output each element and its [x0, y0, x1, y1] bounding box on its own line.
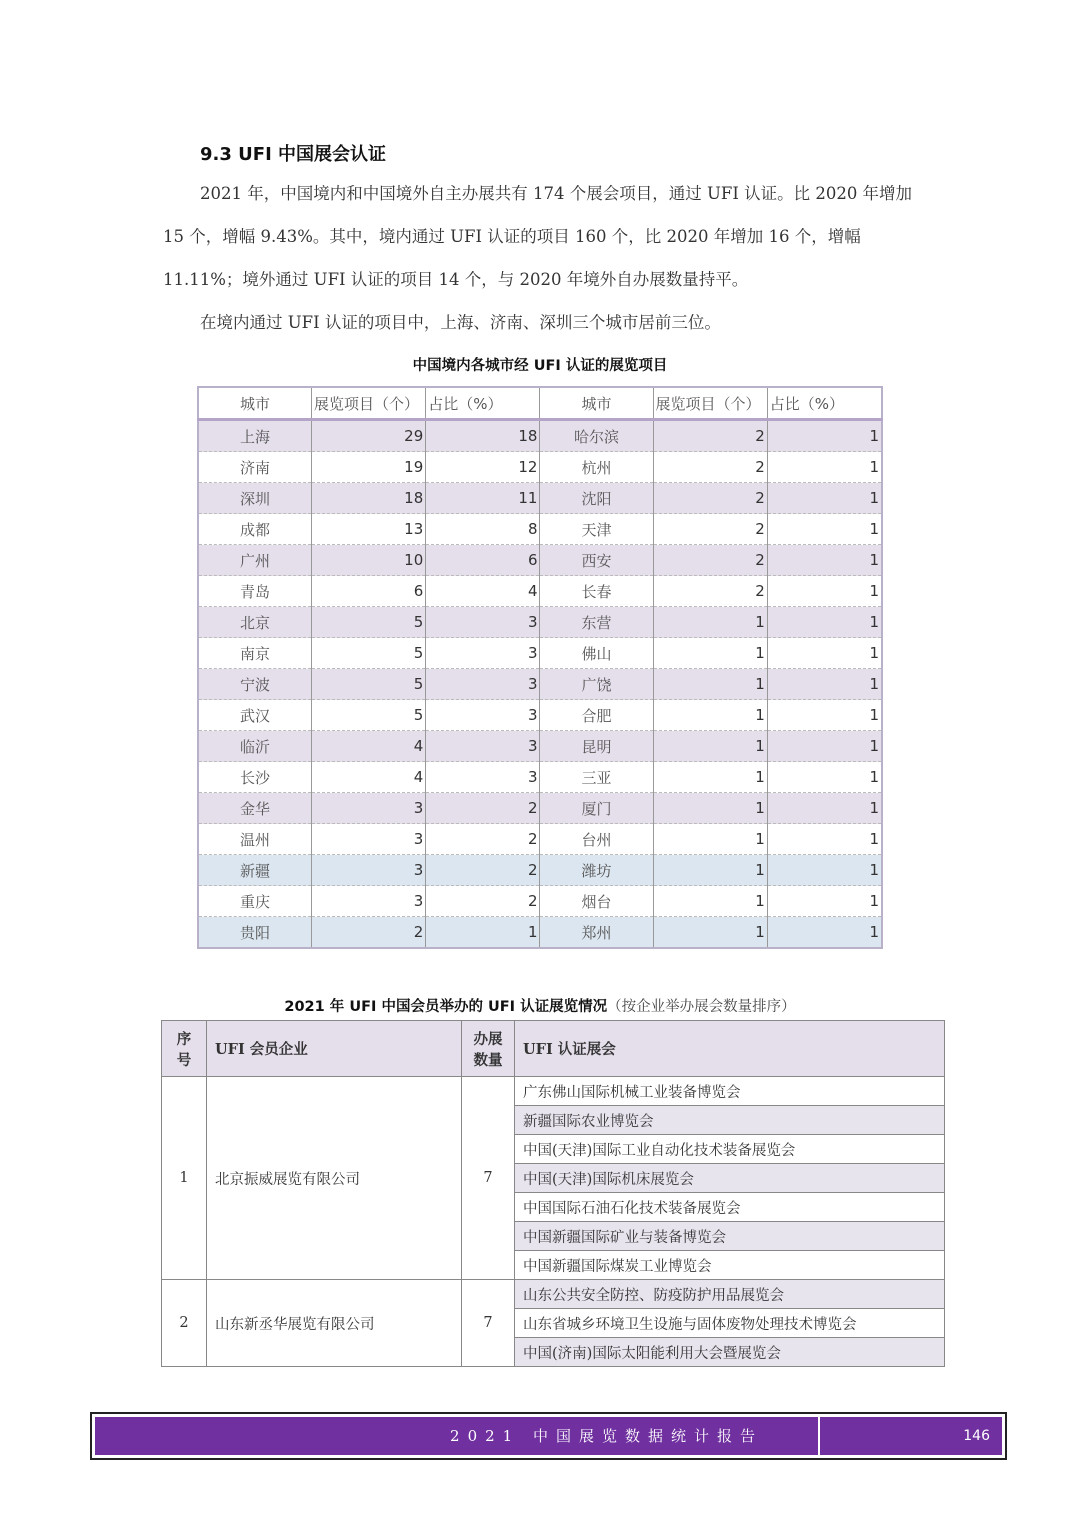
table-row [198, 545, 882, 576]
section-heading: 9.3 UFI 中国展会认证 [200, 144, 387, 165]
table-cell: 天津 [540, 514, 653, 545]
table-cell: 18 [426, 420, 540, 452]
table-cell: 1 [653, 762, 767, 793]
table-cell: 山东新丞华展览有限公司 [207, 1280, 462, 1367]
table-cell: 1 [653, 886, 767, 917]
table-row [198, 452, 882, 483]
table-cell: 佛山 [540, 638, 653, 669]
table-cell: 序号 [162, 1021, 207, 1077]
table-cell: 济南 [198, 452, 312, 483]
table-cell: 2 [653, 420, 767, 452]
table-cell: 3 [426, 762, 540, 793]
page-number: 146 [963, 1428, 990, 1444]
table-cell: 武汉 [198, 700, 312, 731]
table-cell: 2 [312, 917, 426, 949]
table2-caption-title: 2021 年 UFI 中国会员举办的 UFI 认证展览情况 [284, 999, 608, 1015]
table-row [198, 917, 882, 949]
table-cell: 潍坊 [540, 855, 653, 886]
table-cell: 临沂 [198, 731, 312, 762]
table-cell: 山东公共安全防控、防疫防护用品展览会 [515, 1280, 945, 1309]
table-cell: 城市 [540, 387, 653, 420]
table-cell: 长沙 [198, 762, 312, 793]
table-cell: 3 [312, 855, 426, 886]
table-cell: 台州 [540, 824, 653, 855]
table-cell: 1 [767, 669, 882, 700]
table-cell: 10 [312, 545, 426, 576]
table-cell: 7 [462, 1077, 515, 1280]
table-cell: 厦门 [540, 793, 653, 824]
table-cell: 3 [312, 824, 426, 855]
table-cell: 深圳 [198, 483, 312, 514]
table-cell: 城市 [198, 387, 312, 420]
table-cell: 1 [162, 1077, 207, 1280]
table-cell: 19 [312, 452, 426, 483]
table-cell: 2 [653, 514, 767, 545]
table-cell: 中国新疆国际矿业与装备博览会 [515, 1222, 945, 1251]
table-cell: 4 [312, 762, 426, 793]
table-cell: 1 [767, 731, 882, 762]
table-row [198, 420, 882, 452]
table-cell: 1 [767, 824, 882, 855]
table-cell: 1 [767, 700, 882, 731]
table-cell: 3 [426, 700, 540, 731]
table-cell: 3 [312, 793, 426, 824]
paragraph: 2021 年，中国境内和中国境外自主办展共有 174 个展会项目，通过 UFI 认证。比 2020 年增加 15 个，增幅 9.43%。其中，境内通过 UFI 认证的项目 160 个，比 2020 年增加 16 个，增幅 11.11%；境外通过 UFI 认证的项目 14 个，与 2020 年境外自办展数量持平。 [163, 184, 913, 289]
table-row [162, 1077, 945, 1106]
table-cell: 1 [767, 607, 882, 638]
table-cell: 哈尔滨 [540, 420, 653, 452]
table-header-row [198, 387, 882, 420]
table2-caption [0, 995, 1080, 1016]
table-cell: 1 [653, 731, 767, 762]
table-cell: 1 [767, 483, 882, 514]
table-cell: 12 [426, 452, 540, 483]
table-cell: 烟台 [540, 886, 653, 917]
table-cell: 1 [767, 514, 882, 545]
table-cell: 1 [653, 669, 767, 700]
table-cell: 昆明 [540, 731, 653, 762]
table-cell: 11 [426, 483, 540, 514]
table-row [198, 731, 882, 762]
table-cell: 中国(济南)国际太阳能利用大会暨展览会 [515, 1338, 945, 1367]
table-row [198, 607, 882, 638]
table-cell: 1 [767, 638, 882, 669]
table-cell: 2 [653, 452, 767, 483]
table-cell: 青岛 [198, 576, 312, 607]
table-cell: 长春 [540, 576, 653, 607]
table-cell: 1 [426, 917, 540, 949]
table-cell: 展览项目（个） [312, 387, 426, 420]
table-cell: 6 [312, 576, 426, 607]
table-cell: 5 [312, 700, 426, 731]
table-row [198, 576, 882, 607]
table-cell: 1 [767, 793, 882, 824]
table-cell: 2 [162, 1280, 207, 1367]
table-cell: 1 [767, 917, 882, 949]
table-cell: 2 [653, 545, 767, 576]
table-cell: 金华 [198, 793, 312, 824]
table-cell: 三亚 [540, 762, 653, 793]
table-cell: 中国新疆国际煤炭工业博览会 [515, 1251, 945, 1280]
table-cell: 1 [767, 452, 882, 483]
page-footer [90, 1412, 1007, 1460]
table-cell: 上海 [198, 420, 312, 452]
table-cell: 3 [426, 638, 540, 669]
table-row [198, 514, 882, 545]
table2-caption-note: （按企业举办展会数量排序） [607, 999, 796, 1015]
table-cell: 杭州 [540, 452, 653, 483]
table-cell: 温州 [198, 824, 312, 855]
table-cell: 中国(天津)国际工业自动化技术装备展览会 [515, 1135, 945, 1164]
table-cell: 5 [312, 607, 426, 638]
table-cell: UFI 认证展会 [515, 1021, 945, 1077]
table-cell: 宁波 [198, 669, 312, 700]
table-cell: 1 [653, 855, 767, 886]
table-cell: 5 [312, 638, 426, 669]
table-cell: 办展数量 [462, 1021, 515, 1077]
table-cell: 中国国际石油石化技术装备展览会 [515, 1193, 945, 1222]
table-cell: 北京 [198, 607, 312, 638]
table-cell: 1 [653, 638, 767, 669]
table-cell: 占比（%） [767, 387, 882, 420]
table-cell: 1 [767, 886, 882, 917]
table-cell: 郑州 [540, 917, 653, 949]
table-cell: 5 [312, 669, 426, 700]
table-cell: 沈阳 [540, 483, 653, 514]
paragraph: 在境内通过 UFI 认证的项目中，上海、济南、深圳三个城市居前三位。 [200, 313, 721, 332]
table-cell: 1 [653, 917, 767, 949]
table-row [198, 855, 882, 886]
table-cell: 1 [767, 576, 882, 607]
table-cell: 3 [312, 886, 426, 917]
table-cell: 占比（%） [426, 387, 540, 420]
table-cell: 2 [426, 793, 540, 824]
table-row [198, 793, 882, 824]
table-cell: 展览项目（个） [653, 387, 767, 420]
table-cell: 4 [426, 576, 540, 607]
table-cell: 3 [426, 607, 540, 638]
table-cell: 贵阳 [198, 917, 312, 949]
table-cell: UFI 会员企业 [207, 1021, 462, 1077]
table-row [198, 824, 882, 855]
table-cell: 1 [653, 700, 767, 731]
table-row [198, 886, 882, 917]
ufi-member-table [161, 1020, 945, 1367]
table-cell: 合肥 [540, 700, 653, 731]
table-row [198, 762, 882, 793]
table-row [198, 700, 882, 731]
table-cell: 1 [653, 824, 767, 855]
table-cell: 6 [426, 545, 540, 576]
table-cell: 新疆国际农业博览会 [515, 1106, 945, 1135]
table-cell: 1 [653, 607, 767, 638]
table-cell: 山东省城乡环境卫生设施与固体废物处理技术博览会 [515, 1309, 945, 1338]
table-cell: 4 [312, 731, 426, 762]
table-row [198, 483, 882, 514]
table-cell: 18 [312, 483, 426, 514]
table-row [198, 638, 882, 669]
table-cell: 1 [767, 855, 882, 886]
table-header-row [162, 1021, 945, 1077]
table-cell: 广东佛山国际机械工业装备博览会 [515, 1077, 945, 1106]
table-cell: 重庆 [198, 886, 312, 917]
city-ufi-table [197, 386, 883, 949]
table-cell: 中国(天津)国际机床展览会 [515, 1164, 945, 1193]
table-cell: 3 [426, 669, 540, 700]
table-cell: 2 [426, 824, 540, 855]
table-cell: 北京振威展览有限公司 [207, 1077, 462, 1280]
table-cell: 1 [767, 545, 882, 576]
table-cell: 1 [767, 420, 882, 452]
table-cell: 8 [426, 514, 540, 545]
table-cell: 2 [426, 855, 540, 886]
table-row [162, 1280, 945, 1309]
table-cell: 东营 [540, 607, 653, 638]
table-cell: 2 [653, 483, 767, 514]
footer-title: 2021 中国展览数据统计报告 [95, 1417, 820, 1455]
table-cell: 成都 [198, 514, 312, 545]
table-cell: 1 [653, 793, 767, 824]
table-cell: 13 [312, 514, 426, 545]
table-cell: 3 [426, 731, 540, 762]
table1-caption: 中国境内各城市经 UFI 认证的展览项目 [412, 358, 668, 374]
table-cell: 广饶 [540, 669, 653, 700]
table-cell: 29 [312, 420, 426, 452]
table-cell: 2 [653, 576, 767, 607]
table-cell: 南京 [198, 638, 312, 669]
table-row [198, 669, 882, 700]
table-cell: 7 [462, 1280, 515, 1367]
table-cell: 新疆 [198, 855, 312, 886]
table-cell: 广州 [198, 545, 312, 576]
table-cell: 1 [767, 762, 882, 793]
table-cell: 2 [426, 886, 540, 917]
table-cell: 西安 [540, 545, 653, 576]
